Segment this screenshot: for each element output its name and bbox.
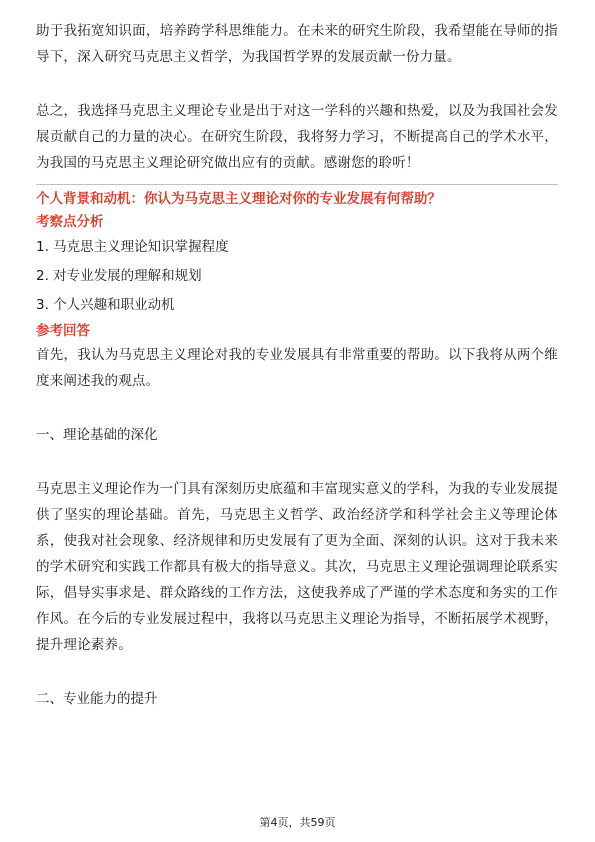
list-item: 1. 马克思主义理论知识掌握程度 bbox=[36, 239, 229, 255]
paragraph-conclusion: 总之，我选择马克思主义理论专业是出于对这一学科的兴趣和热爱，以及为我国社会发展贡献自己的力量的决心。在研究生阶段，我将努力学习，不断提高自己的学术水平，为我国的马克思主义理论研究做出应有的贡献。感谢您的聆听！ bbox=[36, 103, 558, 171]
answer-intro: 首先，我认为马克思主义理论对我的专业发展具有非常重要的帮助。以下我将从两个维度来阐述我的观点。 bbox=[36, 347, 558, 389]
analysis-list bbox=[36, 233, 558, 320]
section-body-1: 马克思主义理论作为一门具有深刻历史底蕴和丰富现实意义的学科，为我的专业发展提供了坚实的理论基础。首先，马克思主义哲学、政治经济学和科学社会主义等理论体系，使我对社会现象、经济规律和历史发展有了更为全面、深刻的认识。这对于我未来的学术研究和实践工作都具有极大的指导意义。其次，马克思主义理论强调理论联系实际，倡导实事求是、群众路线的工作方法，这使我养成了严谨的学术态度和务实的工作作风。在今后的专业发展过程中，我将以马克思主义理论为指导，不断拓展学术视野，提升理论素养。 bbox=[36, 481, 558, 653]
page-footer: 第4页，共59页 bbox=[259, 816, 336, 829]
page-content bbox=[36, 18, 558, 712]
list-item: 3. 个人兴趣和职业动机 bbox=[36, 297, 175, 313]
analysis-label: 考察点分析 bbox=[36, 214, 104, 230]
answer-label: 参考回答 bbox=[36, 323, 90, 339]
list-item: 2. 对专业发展的理解和规划 bbox=[36, 268, 202, 284]
question-title: 个人背景和动机：你认为马克思主义理论对你的专业发展有何帮助？ bbox=[36, 184, 558, 211]
section-heading-1: 一、理论基础的深化 bbox=[36, 427, 158, 443]
paragraph-continued: 助于我拓宽知识面，培养跨学科思维能力。在未来的研究生阶段，我希望能在导师的指导下，深入研究马克思主义哲学，为我国哲学界的发展贡献一份力量。 bbox=[36, 23, 558, 65]
section-heading-2: 二、专业能力的提升 bbox=[36, 691, 158, 707]
